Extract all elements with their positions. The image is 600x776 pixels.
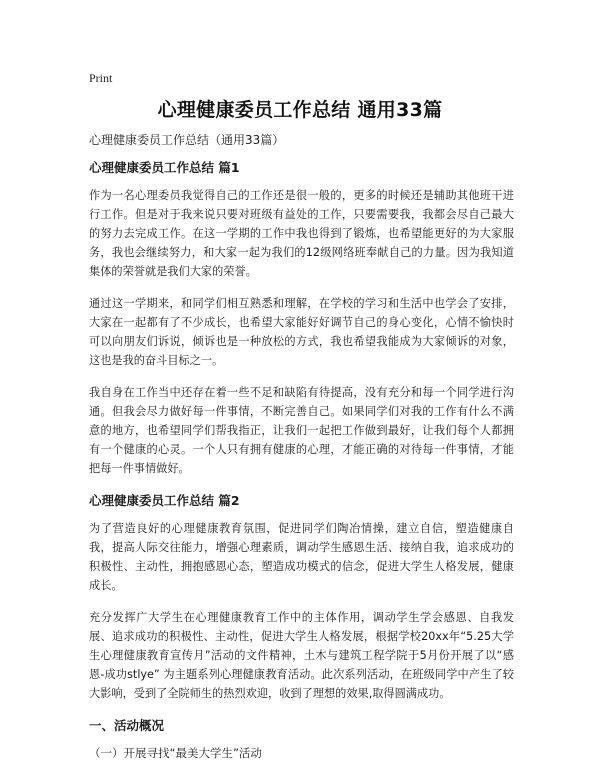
activity-heading: 一、活动概况 — [89, 718, 165, 733]
print-label: Print — [89, 71, 113, 85]
paragraph: 通过这一学期来，和同学们相互熟悉和理解，在学校的学习和生活中也学会了安排，大家在一起都有了不少成长，也希望大家能好好调节自己的身心变化，心情不愉快时可以向朋友们诉说，倾诉也是一种放松的方式，我也希望我能成为大家倾诉的对象，这也是我的奋斗目标之一。 — [89, 297, 514, 367]
page-title: 心理健康委员工作总结 通用33篇 — [157, 99, 443, 121]
paragraph: 为了营造良好的心理健康教育氛围，促进同学们陶冶情操，建立自信，塑造健康自我，提高人际交往能力，增强心理素质，调动学生感恩生活、接纳自我，追求成功的积极性、主动性，拥抱感恩心态，塑造成功模式的信念，促进大学生人格发展，健康成长。 — [89, 522, 514, 592]
paragraph: 作为一名心理委员我觉得自己的工作还是很一般的，更多的时候还是辅助其他班干进行工作。但是对于我来说只要对班级有益处的工作，只要需要我，我都会尽自己最大的努力去完成工作。在这一学期的工作中我也得到了锻炼，也希望能更好的为大家服务，我也会继续努力，和大家一起为我们的12级网络班奉献自己的力量。因为我知道集体的荣誉就是我们大家的荣誉。 — [89, 189, 514, 278]
section-heading-1: 心理健康委员工作总结 篇1 — [89, 160, 240, 175]
paragraph: 我自身在工作当中还存在着一些不足和缺陷有待提高，没有充分和每一个同学进行沟通。但我会尽力做好每一件事情，不断完善自己。如果同学们对我的工作有什么不满意的地方，也希望同学们帮我指正，让我们一起把工作做到最好，让我们每个人都拥有一个健康的心灵。一个人只有拥有健康的心理，才能正确的对待每一件事情，才能把每一件事情做好。 — [89, 386, 514, 475]
activity-item: （一）开展寻找“最美大学生”活动 — [89, 746, 262, 760]
document-body — [89, 131, 514, 763]
section-heading-2: 心理健康委员工作总结 篇2 — [89, 493, 240, 508]
document-subtitle: 心理健康委员工作总结（通用33篇） — [89, 133, 285, 147]
paragraph: 充分发挥广大学生在心理健康教育工作中的主体作用，调动学生学会感恩、自我发展、追求成功的积极性、主动性，促进大学生人格发展，根据学校20xx年“5.25大学生心理健康教育宣传月”活动的文件精神，土木与建筑工程学院于5月份开展了以“感恩-成功stlye” 为主题系列心理健康教育活动。此次系列活动，在班级同学中产生了较大影响，受到了全院师生的热烈欢迎，收到了理想的效果,取得圆满成功。 — [89, 611, 514, 700]
